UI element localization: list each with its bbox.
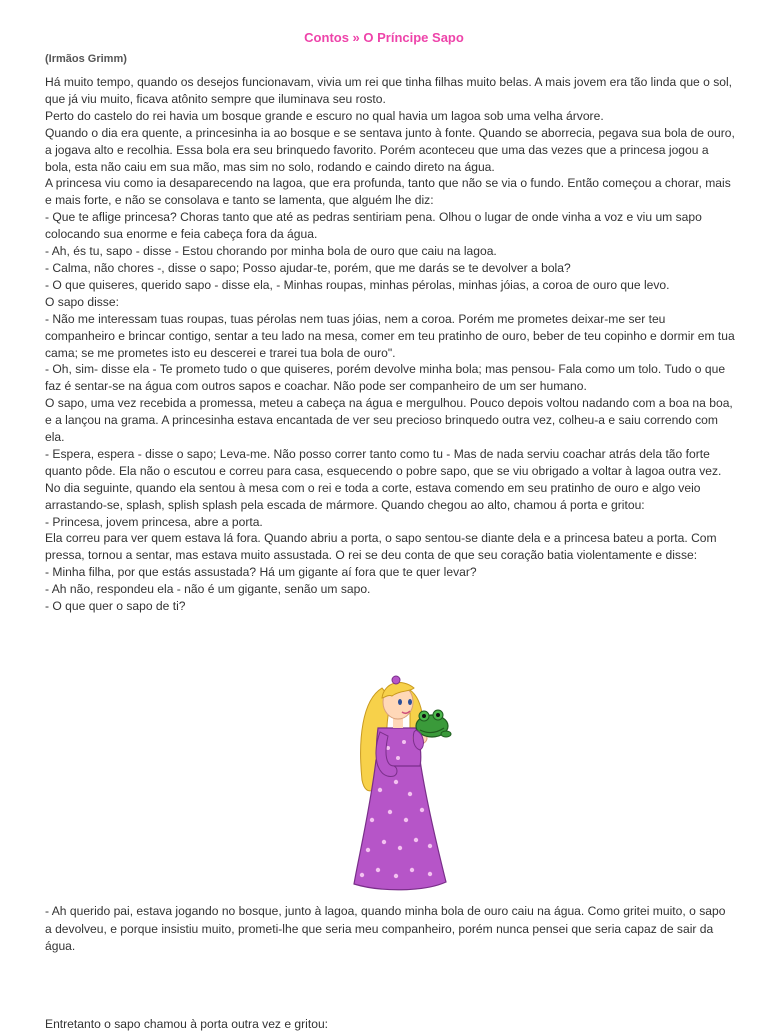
story-paragraph: - Ah querido pai, estava jogando no bosque, junto à lagoa, quando minha bola de ouro caiu na água. Como gritei muito, o sapo a devolveu, e porque insistiu muito, prometi-lhe que seria meu companheiro, porém nunca pensei que seria capaz de sair da água. — [45, 904, 726, 953]
story-paragraph: O sapo disse: — [45, 294, 119, 309]
story-cut-off-line: Entretanto o sapo chamou à porta outra vez e gritou: — [45, 1017, 329, 1031]
story-paragraph: Perto do castelo do rei havia um bosque grande e escuro no qual havia um lagoa sob uma velha árvore. — [45, 108, 604, 123]
story-paragraph: - Não me interessam tuas roupas, tuas pérolas nem tuas jóias, nem a coroa. Porém me prometes deixar-me ser teu companheiro e brincar contigo, sentar a teu lado na mesa, comer em teu pratinho de ouro, beber de teu copinho e dormir em tua cama; se me prometes isto eu descerei e trarei tua bola de ouro". — [45, 311, 735, 360]
story-paragraph: No dia seguinte, quando ela sentou à mesa com o rei e toda a corte, estava comendo em seu pratinho de ouro e algo veio arrastando-se, splash, splish splash pela escada de mármore. Quando chegou ao alto, chamou á porta e gritou: — [45, 480, 701, 512]
story-paragraph: A princesa viu como ia desaparecendo na lagoa, que era profunda, tanto que não se via o fundo. Então começou a chorar, mais e mais forte, e não se consolava e tanto se lamenta, que alguém lhe diz: — [45, 176, 731, 208]
frog-icon — [416, 710, 451, 737]
story-paragraph: - O que quer o sapo de ti? — [45, 599, 186, 614]
story-paragraph: - Que te aflige princesa? Choras tanto que até as pedras sentiriam pena. Olhou o lugar de onde vinha a voz e viu um sapo colocando sua enorme e feia cabeça fora da água. — [45, 210, 702, 242]
story-paragraph: Ela correu para ver quem estava lá fora. Quando abriu a porta, o sapo sentou-se diante dela e a princesa bateu a porta. Com pressa, tornou a sentar, mas estava muito assustada. O rei se deu conta de que seu coração batia violentamente e disse: — [45, 531, 717, 563]
story-paragraph: - Calma, não chores -, disse o sapo; Posso ajudar-te, porém, que me darás se te devolver a bola? — [45, 260, 571, 275]
story-paragraph: Há muito tempo, quando os desejos funcionavam, vivia um rei que tinha filhas muito belas. A mais jovem era tão linda que o sol, que já viu muito, ficava atônito sempre que iluminava seu rosto. — [45, 75, 733, 106]
story-paragraph: - Espera, espera - disse o sapo; Leva-me. Não posso correr tanto como tu - Mas de nada serviu coachar atrás dela tão forte quanto pôde. Ela não o escutou e correu para casa, esquecendo o pobre sapo, que se viu obrigado a voltar à lagoa outra vez. — [45, 446, 722, 478]
princess-frog-icon — [340, 670, 460, 892]
author-credit: (Irmãos Grimm) — [45, 53, 127, 65]
princess-holding-frog-illustration — [340, 670, 460, 892]
story-continuation — [45, 903, 735, 956]
story-paragraph: - Ah, és tu, sapo - disse - Estou chorando por minha bola de ouro que caiu na lagoa. — [45, 244, 497, 259]
story-text — [45, 74, 735, 615]
story-paragraph: - Ah não, respondeu ela - não é um gigante, senão um sapo. — [45, 582, 371, 597]
story-paragraph: - Oh, sim- disse ela - Te prometo tudo o que quiseres, porém devolve minha bola; mas pensou- Fala como um tolo. Tudo o que faz é sentar-se na água com outros sapos e coachar. Não pode ser companheiro de um ser humano. — [45, 362, 726, 394]
story-paragraph: - O que quiseres, querido sapo - disse ela, - Minhas roupas, minhas pérolas, minhas jóias, a coroa de ouro que levo. — [45, 277, 670, 292]
story-paragraph: - Minha filha, por que estás assustada? Há um gigante aí fora que te quer levar? — [45, 565, 477, 580]
story-paragraph: O sapo, uma vez recebida a promessa, meteu a cabeça na água e mergulhou. Pouco depois voltou nadando com a boa na boa, e a lançou na grama. A princesinha estava encantada de ver seu precioso brinquedo outra vez, colheu-a e saiu correndo com ela. — [45, 396, 733, 445]
story-paragraph: Quando o dia era quente, a princesinha ia ao bosque e se sentava junto à fonte. Quando se aborrecia, pegava sua bola de ouro, a jogava alto e recolhia. Essa bola era seu brinquedo favorito. Porém aconteceu que uma das vezes que a princesa jogou a bola, esta não caiu em sua mão, mas sim no solo, rodando e caindo direto na água. — [45, 125, 735, 174]
story-paragraph: - Princesa, jovem princesa, abre a porta. — [45, 514, 263, 529]
page-title: Contos » O Príncipe Sapo — [304, 30, 464, 45]
